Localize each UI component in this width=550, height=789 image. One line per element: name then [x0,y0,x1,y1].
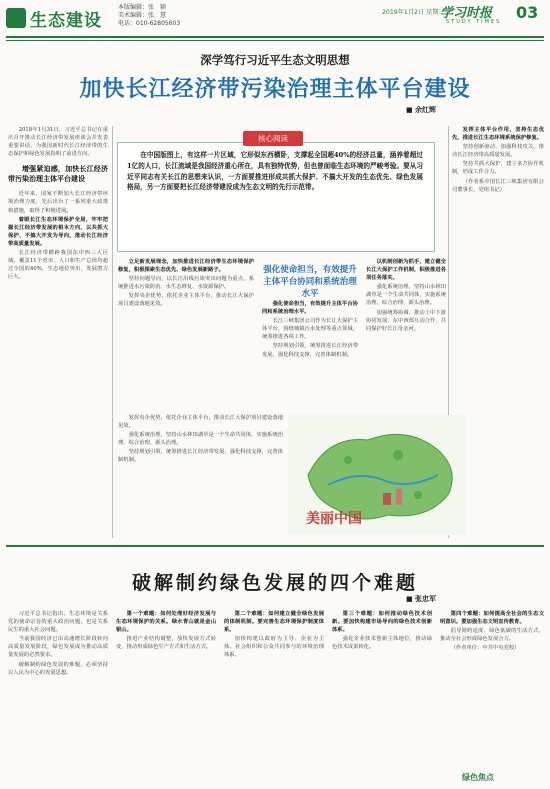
paragraph-lead: 强化使命担当，有效提升主体平台协同和系统治理水平。 [262,301,358,316]
section-badge-icon [6,8,26,28]
paragraph: 强化系统治理，坚持山水林田湖草是一个生命共同体，实施系统治理、综合治理、源头治理。 [366,284,446,307]
paragraph: 强化企业技术创新主体地位，推动绿色技术成果转化。 [332,636,432,651]
article-column [366,258,446,408]
paragraph: 长江经济带横跨我国东中西三大区域，覆盖11个省市，人口和生产总值均超过全国的40%，生态地位突出，发展潜力巨大。 [8,250,108,281]
paragraph: 长江三峡集团公司作为长江大保护主体平台，围绕城镇污水处理等重点领域，统筹推进各项工作。 [262,318,358,341]
paragraph-lead: 发挥主体平台作用，坚持生态优先，推进长江生态环境系统保护修复。 [452,127,544,142]
article2-column [224,610,324,780]
pull-quote: 强化使命担当，有效提升主体平台协同和系统治理水平 [263,265,357,299]
paragraph-lead: 以机制创新为抓手，建立健全长江大保护工作机制，积极推进各项任务落实。 [366,259,446,282]
article2-headline: 破解制约绿色发展的四个难题 [131,572,418,594]
paragraph: 坚持规划引领，统筹推进长江经济带发展，强化科技支撑，完善体制机制。 [118,449,283,464]
paragraph: 加强统筹协调，推动上中下游协同发展、东中西部互动合作，共同保护好长江母亲河。 [366,309,446,332]
paragraph: 坚持创新驱动，加强科技攻关，推动长江经济带高质量发展。 [452,144,544,159]
editor-credits [118,4,180,28]
core-reading-label: 核心阅读 [243,131,303,146]
article2-byline: ■ 张忠军 [406,594,437,603]
article2-column [116,610,216,780]
issue-date: 2019年1月2日 星期三 [382,9,445,16]
paragraph: 坚持共抓大保护，建立多方协作机制，形成工作合力。 [452,161,544,176]
article-kicker: 深学笃行习近平生态文明思想 [200,53,350,67]
paragraph: 强化系统治理，坚持山水林田湖草是一个生命共同体，实施系统治理、综合治理、源头治理。 [118,432,283,447]
map-label: 美丽中国 [306,511,362,527]
paragraph: 习近平总书记指出，生态环境是关系党的使命宗旨的重大政治问题，也是关系民生的重大社会问题。 [8,611,108,634]
paragraph-lead: 第四个难题：如何提高全社会的生态文明意识。要加强生态文明宣传教育。 [440,611,544,626]
paragraph: 当前我国经济已由高速增长阶段转向高质量发展阶段，绿色发展成为推动高质量发展的必然要求。 [8,636,108,659]
author-note: （作者单位：中共中央党校） [450,645,520,652]
article-headline: 加快长江经济带污染治理主体平台建设 [79,77,471,102]
article2-column [332,610,432,780]
article2-column [8,610,108,780]
article-column [262,300,358,408]
paragraph: 破解制约绿色发展的难题，必须坚持以人民为中心的发展思想。 [8,661,108,676]
paragraph: 推进产业结构调整，加快发展方式转变，推动形成绿色生产方式和生活方式。 [116,636,216,651]
header-rule-thin [6,40,544,41]
editor-line: 本版编辑：张 颖 [118,4,167,11]
paragraph: 坚持规划引领，统筹推进长江经济带发展，强化科技支撑，完善体制机制。 [262,343,358,358]
paragraph: 发挥央企优势，依托企业主体平台，推动长江大保护项目建设落地见效。 [118,415,283,430]
china-map-illustration [288,415,466,535]
paragraph-lead: 第一个难题：如何处理好经济发展与生态环境保护的关系。绿水青山就是金山银山。 [116,611,216,634]
author-note: （作者系中国长江三峡集团有限公司董事长、党组书记） [452,178,544,193]
editor-line: 电话：010-62805603 [118,20,181,27]
editor-line: 美术编辑：张 慧 [118,12,167,19]
newspaper-logo: 学习时报 [440,6,493,21]
section-heading: 增强紧迫感，加快长江经济带污染治理主体平台建设 [8,164,108,184]
paragraph: 发挥央企优势，依托企业主体平台，推动长江大保护项目建设落地见效。 [118,293,254,308]
page-number: 03 [516,3,539,22]
core-reading-text: 在中国版图上，有这样一片区域，它形似东西横卧，支撑起全国超40%的经济总量，涵养着超过1亿的人口，长江流域是我国经济重心所在，具有独特优势，但也曾面临生态环境的严峻考验。要从习近平同志有关长江的思想来认识，一方面要推进形成共抓大保护、不搞大开发的生态优先、绿色发展格局，另一方面要把长江经济带建设成为生态文明的先行示范带。 [127,151,423,192]
header-rule [6,36,544,38]
paragraph: 加快构建以政府为主导、企业为主体、社会组织和公众共同参与的环境治理体系。 [224,636,324,659]
paragraph-lead: 立足新发展理念，加快推进长江经济带生态环境保护修复，积极探索生态优先、绿色发展新路子。 [118,259,254,274]
section-divider [6,545,544,547]
paragraph-lead: 第二个难题：如何建立健全绿色发展的体制机制。要完善生态环境保护制度体系。 [224,611,324,634]
newspaper-logo-en: STUDY TIMES [446,19,502,25]
paragraph-lead: 着眼长江生态环境保护全局，牢牢把握长江经济带发展的根本方向，以共抓大保护、不搞大开发为导向，推动长江经济带高质量发展。 [8,216,108,247]
article-column [118,414,283,538]
paragraph: 2018年1月31日，习近平总书记在重庆召开推动长江经济带发展座谈会并发表重要讲话，为我国新时代长江经济带的生态保护和绿色发展指明了前进方向。 [8,127,108,158]
article2-column [440,610,544,768]
column-divider [112,126,113,538]
paragraph: 坚持问题导向，以长江沿线污染突出问题为重点，系统推进水污染防治、水生态修复、水资源保护。 [118,276,254,291]
paragraph: 近年来，国家不断加大长江经济带环境治理力度，先后出台了一系列重大政策和措施，取得了积极进展。 [8,191,108,214]
article-byline: ■ 余红辉 [406,105,437,114]
paragraph-lead: 第三个难题：如何推动绿色技术创新。要加快构建市场导向的绿色技术创新体系。 [332,611,432,634]
section-title: 生态建设 [30,11,102,31]
article-column [8,126,108,536]
footer-logo: 绿色焦点 [462,773,494,782]
paragraph: 倡导简约适度、绿色低碳的生活方式，推动全社会形成绿色发展合力。 [440,628,544,643]
